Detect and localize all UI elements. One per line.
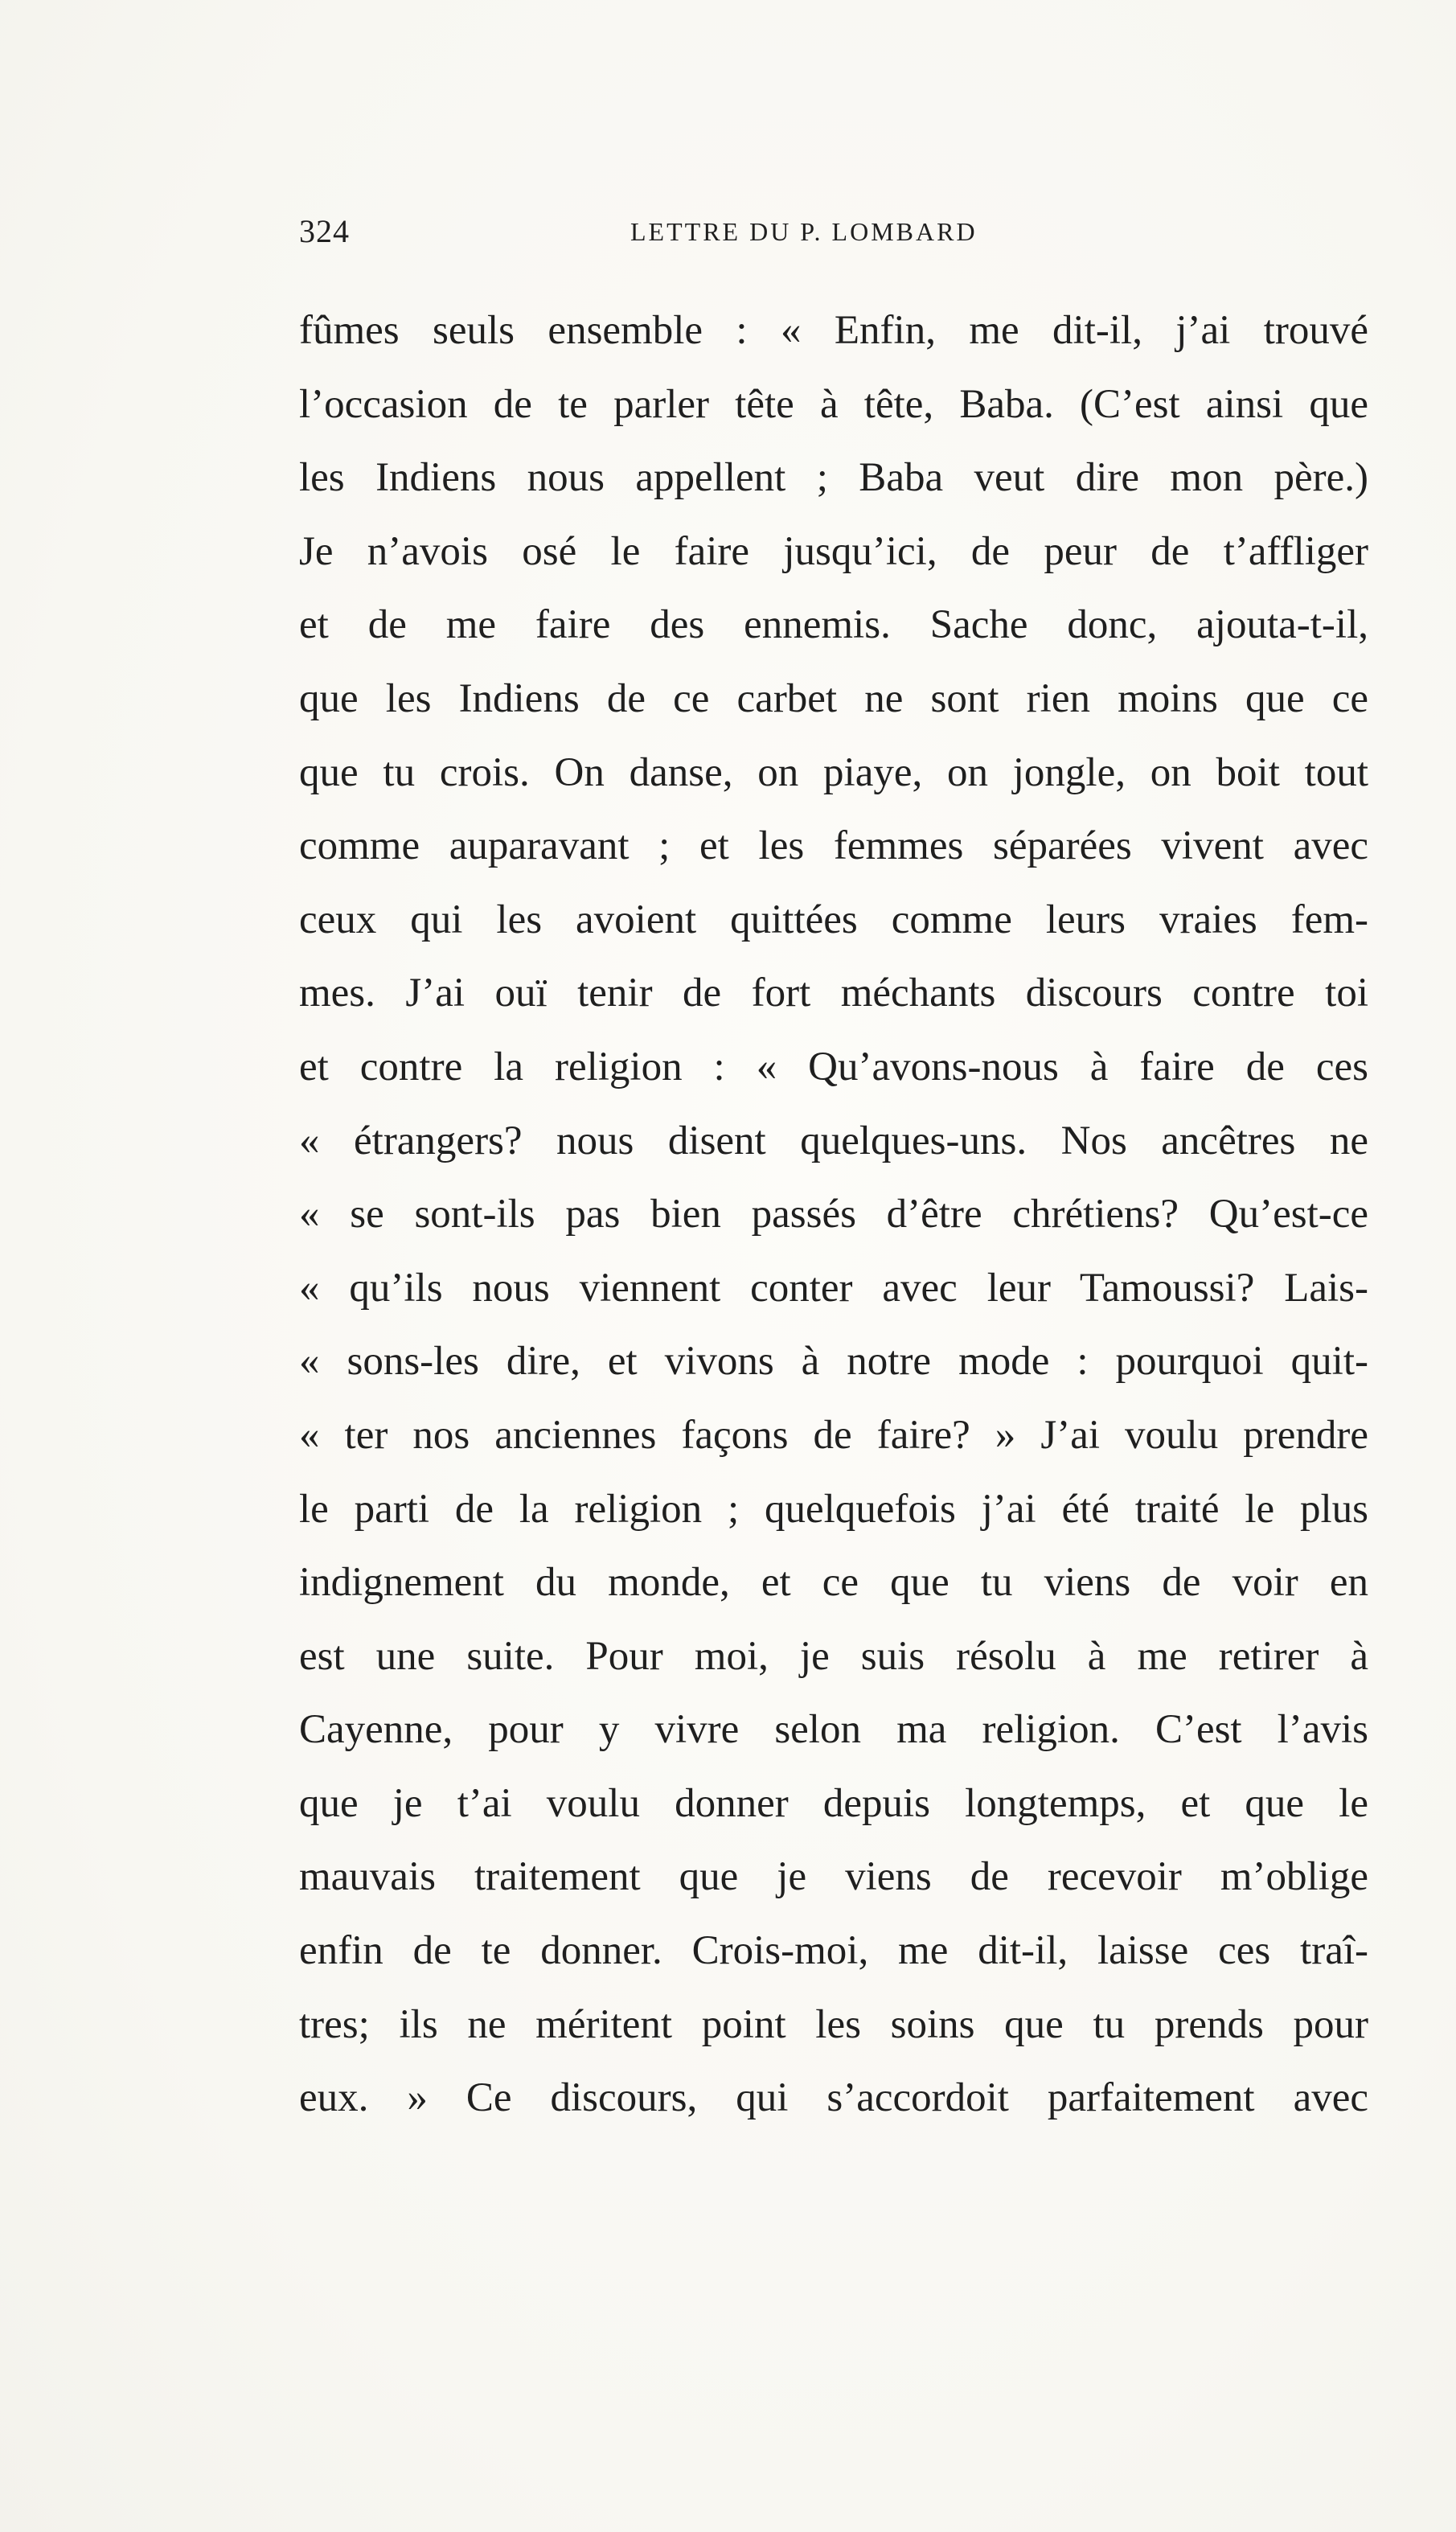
body-text: [299, 294, 1368, 2136]
running-head: [299, 207, 1368, 256]
text-line: les Indiens nous appellent ; Baba veut dire mon père.): [299, 455, 1368, 501]
text-line: « ter nos anciennes façons de faire? » J’ai voulu prendre: [299, 1412, 1368, 1458]
text-line: « étrangers? nous disent quelques-uns. Nos ancêtres ne: [299, 1118, 1368, 1163]
text-line: « sons-les dire, et vivons à notre mode : pourquoi quit-: [299, 1339, 1368, 1385]
text-line: comme auparavant ; et les femmes séparées vivent avec: [299, 823, 1368, 869]
text-line: que je t’ai voulu donner depuis longtemps, et que le: [299, 1780, 1368, 1826]
text-line: et de me faire des ennemis. Sache donc, ajouta-t-il,: [299, 602, 1368, 648]
text-line: que les Indiens de ce carbet ne sont rien moins que ce: [299, 675, 1368, 721]
text-line: Je n’avois osé le faire jusqu’ici, de peur de t’affliger: [299, 528, 1368, 574]
text-line: que tu crois. On danse, on piaye, on jongle, on boit tout: [299, 749, 1368, 795]
text-line: fûmes seuls ensemble : « Enfin, me dit-il, j’ai trouvé: [299, 308, 1368, 353]
text-line: ceux qui les avoient quittées comme leurs vraies fem-: [299, 897, 1368, 942]
text-line: « qu’ils nous viennent conter avec leur Tamoussi? Lais-: [299, 1265, 1368, 1311]
text-line: le parti de la religion ; quelquefois j’ai été traité le plus: [299, 1486, 1368, 1532]
text-line: enfin de te donner. Crois-moi, me dit-il, laisse ces traî-: [299, 1928, 1368, 1974]
text-line: eux. » Ce discours, qui s’accordoit parfaitement avec: [299, 2075, 1368, 2121]
running-title: LETTRE DU P. LOMBARD: [630, 217, 978, 246]
text-line: l’occasion de te parler tête à tête, Baba. (C’est ainsi que: [299, 381, 1368, 427]
text-line: Cayenne, pour y vivre selon ma religion. C’est l’avis: [299, 1707, 1368, 1753]
page-number: 324: [299, 213, 350, 249]
text-line: tres; ils ne méritent point les soins que tu prends pour: [299, 2001, 1368, 2047]
text-line: « se sont-ils pas bien passés d’être chrétiens? Qu’est-ce: [299, 1192, 1368, 1237]
text-line: mauvais traitement que je viens de recevoir m’oblige: [299, 1854, 1368, 1900]
text-line: est une suite. Pour moi, je suis résolu à me retirer à: [299, 1633, 1368, 1679]
text-line: et contre la religion : « Qu’avons-nous à faire de ces: [299, 1044, 1368, 1090]
text-line: mes. J’ai ouï tenir de fort méchants discours contre toi: [299, 971, 1368, 1016]
text-line: indignement du monde, et ce que tu viens de voir en: [299, 1560, 1368, 1606]
